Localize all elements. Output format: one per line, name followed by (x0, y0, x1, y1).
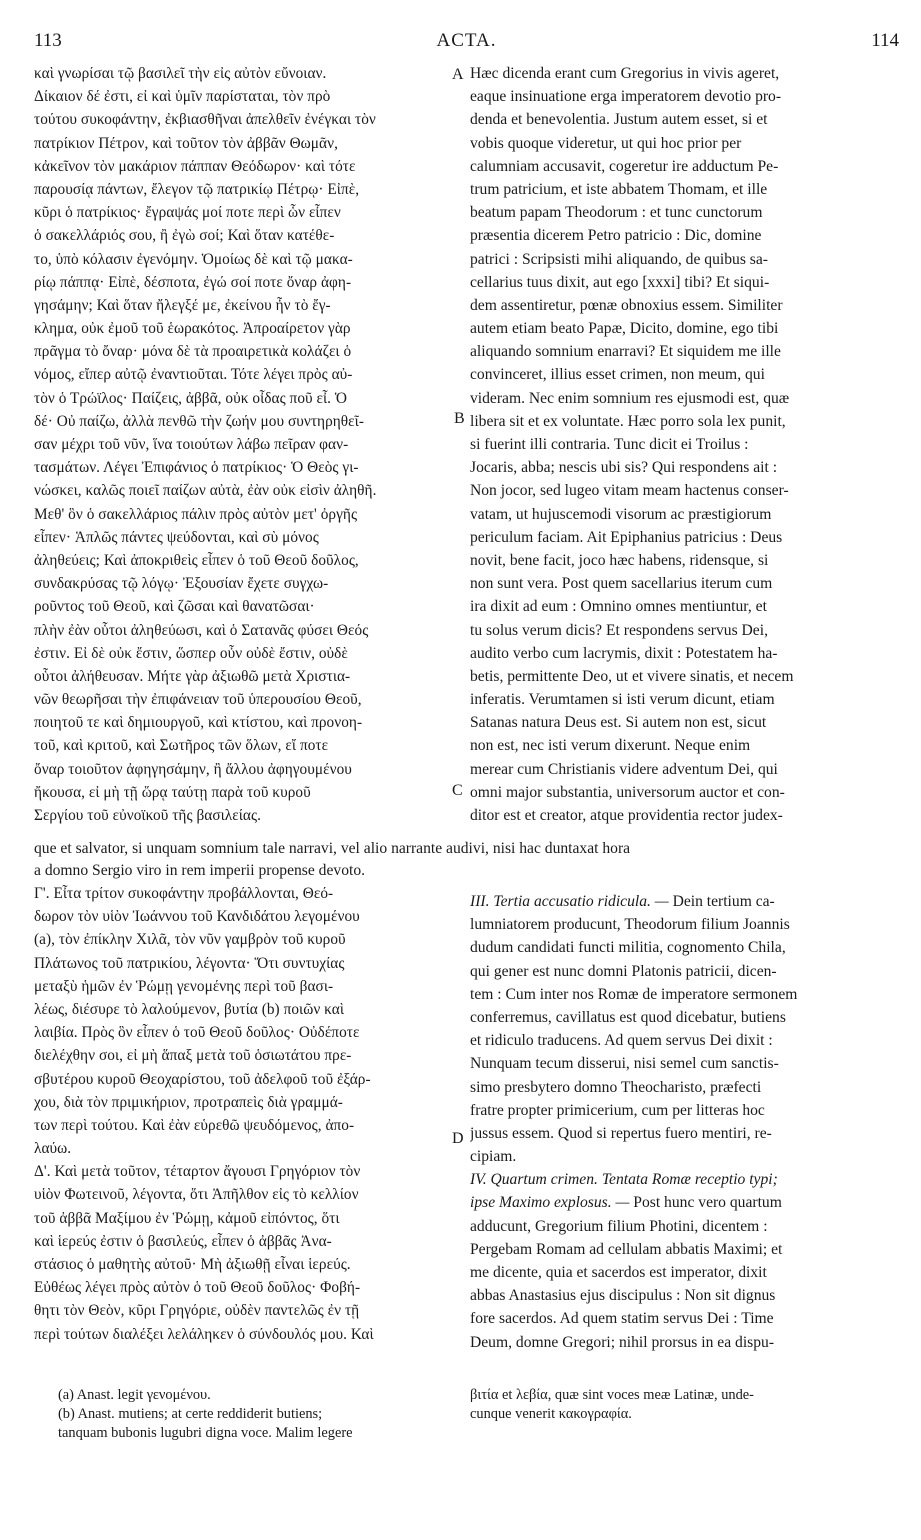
greek-text-line: ροῦντος τοῦ Θεοῦ, καὶ ζῶσαι καὶ θανατῶσαι· (34, 598, 315, 616)
greek-text-line: ὄναρ τοιοῦτον ἀφηγησάμην, ἢ ἄλλου ἀφηγουμένου (34, 760, 352, 778)
section-4-heading-1: IV. Quartum crimen. Tentata Romæ receptio typi; (470, 1171, 778, 1189)
greek-text-line: θητι τὸν Θεὸν, κῦρι Γρηγόριε, οὐδὲν παντελῶς ἐν τῇ (34, 1302, 360, 1320)
greek-text-line: συνδακρύσας τῷ λόγῳ· Ἐξουσίαν ἔχετε συγχω- (34, 575, 329, 593)
footnotes-left (58, 1386, 458, 1443)
latin-text-line: trum patricium, et iste abbatem Thomam, et ille (470, 180, 768, 198)
greek-text-line: λέως, διέσυρε τὸ λαλούμενον, βυτία (b) ποιῶν καὶ (34, 1000, 345, 1018)
latin-text-line: calumniam accusavit, cogeretur ire adductum Pe- (470, 157, 779, 175)
page-header (34, 30, 899, 56)
latin-text-line: lumniatorem producunt, Theodorum filium Joannis (470, 916, 790, 934)
latin-text-line: videram. Nec enim somnium res ejusmodi est, quæ (470, 389, 790, 407)
greek-text-line: οὗτοι ἀλήθευσαν. Μήτε γὰρ ἀξιωθῶ μετὰ Χριστια- (34, 667, 351, 685)
greek-text-line: λαύω. (34, 1140, 72, 1158)
footnote-line: (b) Anast. mutiens; at certe reddiderit butiens; (58, 1406, 323, 1422)
latin-text-line: Hæc dicenda erant cum Gregorius in vivis ageret, (470, 65, 780, 82)
section-3-first-line: Dein tertium ca- (668, 893, 775, 910)
greek-text-line: των περὶ τούτου. Καὶ ἐὰν εὑρεθῶ ψευδόμενος, ἀπο- (34, 1116, 355, 1134)
greek-text-line: ρίῳ πάππᾳ· Εἰπὲ, δέσποτα, ἐγώ σοί ποτε ὄναρ ἀφη- (34, 273, 352, 291)
greek-text-line: κλημα, οὐκ ἐμοῦ τοῦ ἑωρακότος. Ἀπροαίρετον γὰρ (34, 320, 351, 338)
greek-text-line: το, ὑπὸ κόλασιν ἐγενόμην. Ὁμοίως δὲ καὶ τῷ μακα- (34, 250, 353, 268)
latin-text-line: eaque insinuatione erga imperatorem devotio pro- (470, 88, 782, 106)
greek-text-line: ἤκουσα, εἰ μὴ τῇ ὥρᾳ ταύτῃ παρὰ τοῦ κυροῦ (34, 783, 311, 801)
latin-text-line: audito verbo cum lacrymis, dixit : Potestatem ha- (470, 644, 778, 662)
full-width-line: que et salvator, si unquam somnium tale narravi, vel alio narrante audivi, nisi hac duntaxat hora (34, 840, 631, 857)
greek-text-line: καὶ ἱερεύς ἐστιν ὁ βασιλεύς, εἶπεν ὁ ἀββᾶς Ἀνα- (34, 1232, 332, 1250)
latin-text-line: aliquando somnium enarravi? Et siquidem me ille (470, 343, 781, 361)
greek-text-line: στάσιος ὁ μαθητὴς αὐτοῦ· Μὴ ἀξιωθῇ εἶναι ἱερεύς. (34, 1256, 351, 1273)
greek-text-line: ποιητοῦ τε καὶ δημιουργοῦ, καὶ κτίστου, καὶ προνοη- (34, 714, 363, 732)
greek-text-line: Πλάτωνος τοῦ πατρικίου, λέγοντα· Ὅτι συντυχίας (34, 954, 345, 972)
latin-text-line: dem assentiretur, pœnæ obnoxius essem. Similiter (470, 296, 783, 314)
latin-text-line: Satanas natura Deus est. Si autem non est, sicut (470, 714, 767, 732)
greek-text-line: Δίκαιον δέ ἐστι, εἰ καὶ ὑμῖν παρίσταται, τὸν πρὸ (34, 88, 331, 106)
greek-text-line: περὶ τούτων διαλέξει λελάληκεν ὁ σύνδουλός μου. Καὶ (34, 1325, 374, 1343)
greek-column-upper (34, 62, 454, 827)
greek-text-line: τασμάτων. Λέγει Ἐπιφάνιος ὁ πατρίκιος· Ὁ Θεὸς γι- (34, 459, 359, 477)
greek-text-line: σβυτέρου κυροῦ Θεοχαρίστου, τοῦ ἀδελφοῦ τοῦ ἐξάρ- (34, 1070, 371, 1088)
latin-text-line: betis, permittente Deo, ut et vivere sinatis, et necem (470, 667, 794, 685)
latin-text-line: tu solus verum dicis? Et respondens servus Dei, (470, 621, 768, 639)
latin-text-line: Non jocor, sed lugeo vitam meam hactenus conser- (470, 482, 789, 500)
greek-text-line: πλὴν ἐὰν οὗτοι ἀληθεύωσι, καὶ ὁ Σατανᾶς φύσει Θεός (34, 621, 369, 639)
margin-letter-c: C (452, 782, 463, 799)
greek-text-line: Γ'. Εἶτα τρίτον συκοφάντην προβάλλονται, Θεό- (34, 885, 334, 902)
greek-text-line: Δ'. Καὶ μετὰ τοῦτον, τέταρτον ἄγουσι Γρηγόριον τὸν (34, 1163, 361, 1181)
section-3-heading-line (470, 890, 905, 913)
margin-letter-a: A (452, 66, 464, 83)
latin-text-line: Jocaris, abba; nescis ubi sis? Qui respondens ait : (470, 459, 778, 477)
footnote-line: (a) Anast. legit γενομένου. (58, 1387, 211, 1403)
footnote-line: tanquam bubonis lugubri digna voce. Malim legere (58, 1425, 353, 1441)
latin-column-upper (470, 62, 905, 827)
greek-text-line: χου, διὰ τὸν πριμικήριον, προτραπεὶς διὰ γραμμά- (34, 1093, 343, 1111)
latin-text-line: dudum candidati functi militia, cognomento Chila, (470, 939, 786, 957)
latin-column-lower (470, 890, 905, 1354)
latin-text-line: et ridiculo traducens. Ad quem servus Dei dixit : (470, 1032, 773, 1050)
latin-text-line: omni major substantia, universorum auctor et con- (470, 783, 785, 801)
greek-text-line: ἀληθεύεις; Καὶ ἀποκριθεὶς εἶπεν ὁ τοῦ Θεοῦ δοῦλος, (34, 551, 359, 569)
latin-text-line: qui gener est nunc domni Platonis patricii, dicen- (470, 962, 777, 980)
margin-letter-b: B (454, 410, 465, 427)
latin-text-line: fore sacerdos. Ad quem statim servus Dei : Time (470, 1310, 774, 1328)
greek-text-line: ὁ σακελλάριός σου, ἢ ἐγὼ σοί; Καὶ ὅταν κατέθε- (34, 227, 335, 245)
latin-text-line: non sunt vera. Post quem sacellarius iterum cum (470, 575, 773, 593)
greek-text-line: τοῦ, καὶ κριτοῦ, καὶ Σωτῆρος τῶν ὅλων, εἴ ποτε (34, 737, 329, 755)
greek-text-line: εἶπεν· Ἁπλῶς πάντες ψεύδονται, καὶ σὺ μόνος (34, 528, 319, 546)
full-width-text (34, 838, 904, 882)
greek-text-line: δωρον τὸν υἱὸν Ἰωάννου τοῦ Κανδιδάτου λεγομένου (34, 908, 360, 926)
latin-text-line: fratre propter primicerium, cum per litteras hoc (470, 1101, 765, 1119)
latin-text-line: abbas Anastasius ejus discipulus : Non sit dignus (470, 1287, 776, 1305)
section-4-heading-2: ipse Maximo explosus. — (470, 1194, 630, 1212)
greek-text-line: καὶ γνωρίσαι τῷ βασιλεῖ τὴν εἰς αὐτὸν εὔνοιαν. (34, 65, 327, 82)
greek-text-line: παρουσίᾳ πάντων, ἔλεγον τῷ πατρικίῳ Πέτρῳ· Εἰπὲ, (34, 180, 360, 198)
greek-text-line: ἐστιν. Εἰ δὲ οὐκ ἔστιν, ὥσπερ οὖν οὐδὲ ἔστιν, οὐδὲ (34, 644, 348, 662)
latin-text-line: simo presbytero domno Theocharisto, præfecti (470, 1078, 762, 1096)
latin-text-line: novit, bene facit, joco hæc habens, ridensque, si (470, 551, 769, 569)
latin-text-line: præsentia dicerem Petro patricio : Dic, domine (470, 227, 762, 245)
greek-text-line: κῦρι ὁ πατρίκιος· ἔγραψάς μοί ποτε περὶ ὧν εἶπεν (34, 204, 341, 222)
greek-text-line: Σεργίου τοῦ εὐνοϊκοῦ τῆς βασιλείας. (34, 807, 261, 824)
latin-text-line: vatam, ut hujuscemodi visorum ac præstigiorum (470, 505, 772, 523)
latin-text-line: Pergebam Romam ad cellulam abbatis Maximi; et (470, 1240, 783, 1258)
latin-text-line: vobis quoque videretur, ut qui hoc prior per (470, 134, 742, 152)
latin-text-line: denda et benevolentia. Justum autem esset, si et (470, 111, 768, 129)
latin-text-line: conferremus, cavillatus est quod dicebatur, butiens (470, 1008, 786, 1026)
latin-text-line: convinceret, illius esset crimen, non meum, qui (470, 366, 765, 384)
footnotes-right (470, 1386, 905, 1424)
latin-text-line: libera sit et ex voluntate. Hæc porro sola lex punit, (470, 412, 786, 430)
greek-text-line: υἱὸν Φωτεινοῦ, λέγοντα, ὅτι Ἀπῆλθον εἰς τὸ κελλίον (34, 1186, 359, 1204)
margin-letter-d: D (452, 1130, 464, 1147)
latin-text-line: beatum papam Theodorum : et tunc cunctorum (470, 204, 763, 222)
latin-text-line: cipiam. (470, 1148, 517, 1166)
latin-text-line: adducunt, Gregorium filium Photini, dicentem : (470, 1217, 768, 1235)
greek-text-line: (a), τὸν ἐπίκλην Χιλᾶ, τὸν νῦν γαμβρὸν τοῦ κυροῦ (34, 931, 346, 949)
latin-text-line: cellarius tuus dixit, aut ego [xxxi] tibi? Et siqui- (470, 273, 770, 291)
footnote-line: βιτία et λεβία, quæ sint voces meæ Latinæ, unde- (470, 1387, 754, 1403)
greek-text-line: τοῦ ἀββᾶ Μαξίμου ἐν Ῥώμῃ, κἀμοῦ εἰπόντος, ὅτι (34, 1209, 340, 1227)
greek-text-line: νῶν θεωρῆσαι τὴν ἐπιφάνειαν τοῦ ὑπερουσίου Θεοῦ, (34, 691, 362, 709)
latin-text-line: ira dixit ad eum : Omnino omnes mentiuntur, et (470, 598, 767, 616)
greek-column-lower (34, 882, 454, 1346)
greek-text-line: δέ· Οὐ παίζω, ἀλλὰ πενθῶ τὴν ζωήν μου συντηρηθεῖ- (34, 412, 364, 430)
latin-text-line: Deum, domne Gregori; nihil prorsus in ea dispu- (470, 1333, 775, 1351)
greek-text-line: λαιβία. Πρὸς ὃν εἶπεν ὁ τοῦ Θεοῦ δοῦλος· Οὐδέποτε (34, 1024, 360, 1042)
page-number-right: 114 (871, 30, 899, 51)
latin-text-line: inferatis. Verumtamen si isti verum dicunt, etiam (470, 691, 775, 709)
greek-text-line: νόμος, εἴπερ αὐτῷ ἐναντιοῦται. Τότε λέγει πρὸς αὐ- (34, 366, 353, 384)
running-title: ACTA. (436, 30, 497, 51)
latin-text-line: tem : Cum inter nos Romæ de imperatore sermonem (470, 985, 798, 1003)
latin-text-line: periculum faciam. Ait Epiphanius patricius : Deus (470, 528, 783, 546)
greek-text-line: τούτου συκοφάντην, ἐκβιασθῆναι ἀπελθεῖν ἐνέγκαι τὸν (34, 111, 376, 129)
greek-text-line: νώσκει, καλῶς ποιεῖ παίζων αὐτὰ, ἐὰν οὐκ εἰσὶν ἀληθῆ. (34, 482, 377, 500)
footnote-line: cunque venerit κακογραφία. (470, 1406, 632, 1422)
full-width-line: a domno Sergio viro in rem imperii propense devoto. (34, 862, 366, 879)
latin-text-line: non est, nec isti verum dixerunt. Neque enim (470, 737, 751, 755)
latin-text-line: jussus essem. Quod si repertus fuero mentiri, re- (470, 1124, 772, 1142)
greek-text-line: διελέχθην σοι, εἰ μὴ ἅπαξ μετὰ τοῦ ὁσιωτάτου πρε- (34, 1047, 352, 1065)
greek-text-line: κἀκεῖνον τὸν μακάριον πάππαν Θεόδωρον· καὶ τότε (34, 157, 356, 175)
latin-text-line: Nunquam tecum disserui, nisi semel cum sanctis- (470, 1055, 779, 1073)
page-number-left: 113 (34, 30, 62, 51)
section-4-heading-line-1 (470, 1168, 905, 1191)
greek-text-line: πατρίκιον Πέτρον, καὶ τοῦτον τὸν ἀββᾶν Θωμᾶν, (34, 134, 338, 152)
section-4-heading-line-2 (470, 1191, 905, 1214)
greek-text-line: γησάμην; Καὶ ὅταν ἤλεγξέ με, ἐκείνου ἦν τὸ ἔγ- (34, 296, 331, 314)
section-3-heading: III. Tertia accusatio ridicula. — (470, 893, 669, 910)
latin-text-line: si fuerint illi contraria. Tunc dicit ei Troilus : (470, 436, 749, 453)
latin-text-line: me dicente, quia et sacerdos est imperator, dixit (470, 1264, 767, 1281)
latin-text-line: ditor est et creator, atque providentia rector judex- (470, 807, 783, 824)
section-4-heading-rest: Post hunc vero quartum (629, 1194, 782, 1212)
greek-text-line: μεταξὺ ἡμῶν ἐν Ῥώμῃ γενομένης περὶ τοῦ βασι- (34, 977, 334, 995)
greek-text-line: Μεθ' ὃν ὁ σακελλάριος πάλιν πρὸς αὐτὸν μετ' ὀργῆς (34, 505, 358, 523)
latin-text-line: patrici : Scripsisti mihi aliquando, de quibus sa- (470, 250, 768, 268)
greek-text-line: τὸν ὁ Τρώϊλος· Παίζεις, ἀββᾶ, οὐκ οἶδας ποῦ εἶ. Ὁ (34, 389, 348, 407)
greek-text-line: σαν μέχρι τοῦ νῦν, ἵνα τοιούτων λάβω πεῖραν φαν- (34, 436, 349, 453)
greek-text-line: Εὐθέως λέγει πρὸς αὐτὸν ὁ τοῦ Θεοῦ δοῦλος· Φοβή- (34, 1279, 361, 1297)
latin-text-line: merear cum Christianis videre adventum Dei, qui (470, 760, 778, 778)
latin-text-line: autem etiam beato Papæ, Dicito, domine, ego tibi (470, 320, 779, 338)
greek-text-line: πρᾶγμα τὸ ὄναρ· μόνα δὲ τὰ προαιρετικὰ κολάζει ὁ (34, 343, 352, 361)
